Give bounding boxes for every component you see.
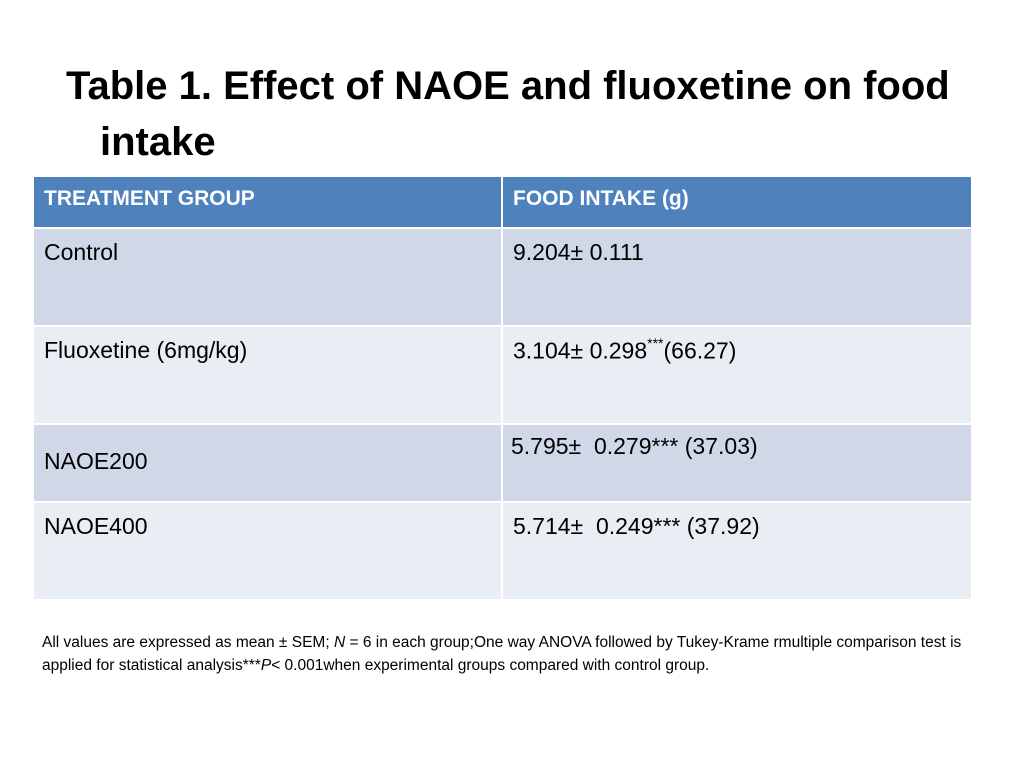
title-line-2: intake xyxy=(100,120,216,164)
significance-marker: *** xyxy=(653,513,681,539)
slide-title xyxy=(66,58,966,170)
column-header-food-intake: FOOD INTAKE (g) xyxy=(502,176,972,228)
table-footnote xyxy=(42,631,1012,677)
food-intake-cell xyxy=(502,228,972,326)
table-row xyxy=(33,424,972,502)
treatment-group-cell: Fluoxetine (6mg/kg) xyxy=(33,326,502,424)
treatment-group-cell: NAOE400 xyxy=(33,502,502,600)
percent-change: (66.27) xyxy=(663,337,737,364)
table-row xyxy=(33,502,972,600)
significance-marker: *** xyxy=(647,335,664,351)
table-row xyxy=(33,228,972,326)
title-line-1: Table 1. Effect of NAOE and fluoxetine on food xyxy=(66,64,950,108)
food-intake-cell xyxy=(502,326,972,424)
food-intake-value: 3.104± 0.298 xyxy=(513,337,648,364)
column-header-treatment-group: TREATMENT GROUP xyxy=(33,176,502,228)
percent-change: (37.03) xyxy=(678,433,758,459)
food-intake-table xyxy=(32,175,973,601)
percent-change: (37.92) xyxy=(680,513,760,539)
food-intake-value: 5.714± 0.249 xyxy=(513,513,654,539)
significance-marker: *** xyxy=(651,433,679,459)
footnote-text: = 6 in each group;One way ANOVA followed by Tukey-Krame rmultiple comparison test is applied for statistical analysis*** xyxy=(42,634,962,674)
footnote-text: < 0.001when experimental groups compared with control group. xyxy=(271,657,710,674)
footnote-text: All values are expressed as mean ± SEM; xyxy=(42,634,334,651)
footnote-p-label: P xyxy=(260,657,272,674)
table-row xyxy=(33,326,972,424)
treatment-group-cell: NAOE200 xyxy=(33,424,502,502)
food-intake-cell xyxy=(502,424,972,502)
table-header-row xyxy=(33,176,972,228)
food-intake-value: 5.795± 0.279 xyxy=(511,433,652,459)
food-intake-cell xyxy=(502,502,972,600)
food-intake-value: 9.204± 0.111 xyxy=(513,239,644,265)
footnote-n-label: N xyxy=(333,634,346,651)
treatment-group-cell: Control xyxy=(33,228,502,326)
